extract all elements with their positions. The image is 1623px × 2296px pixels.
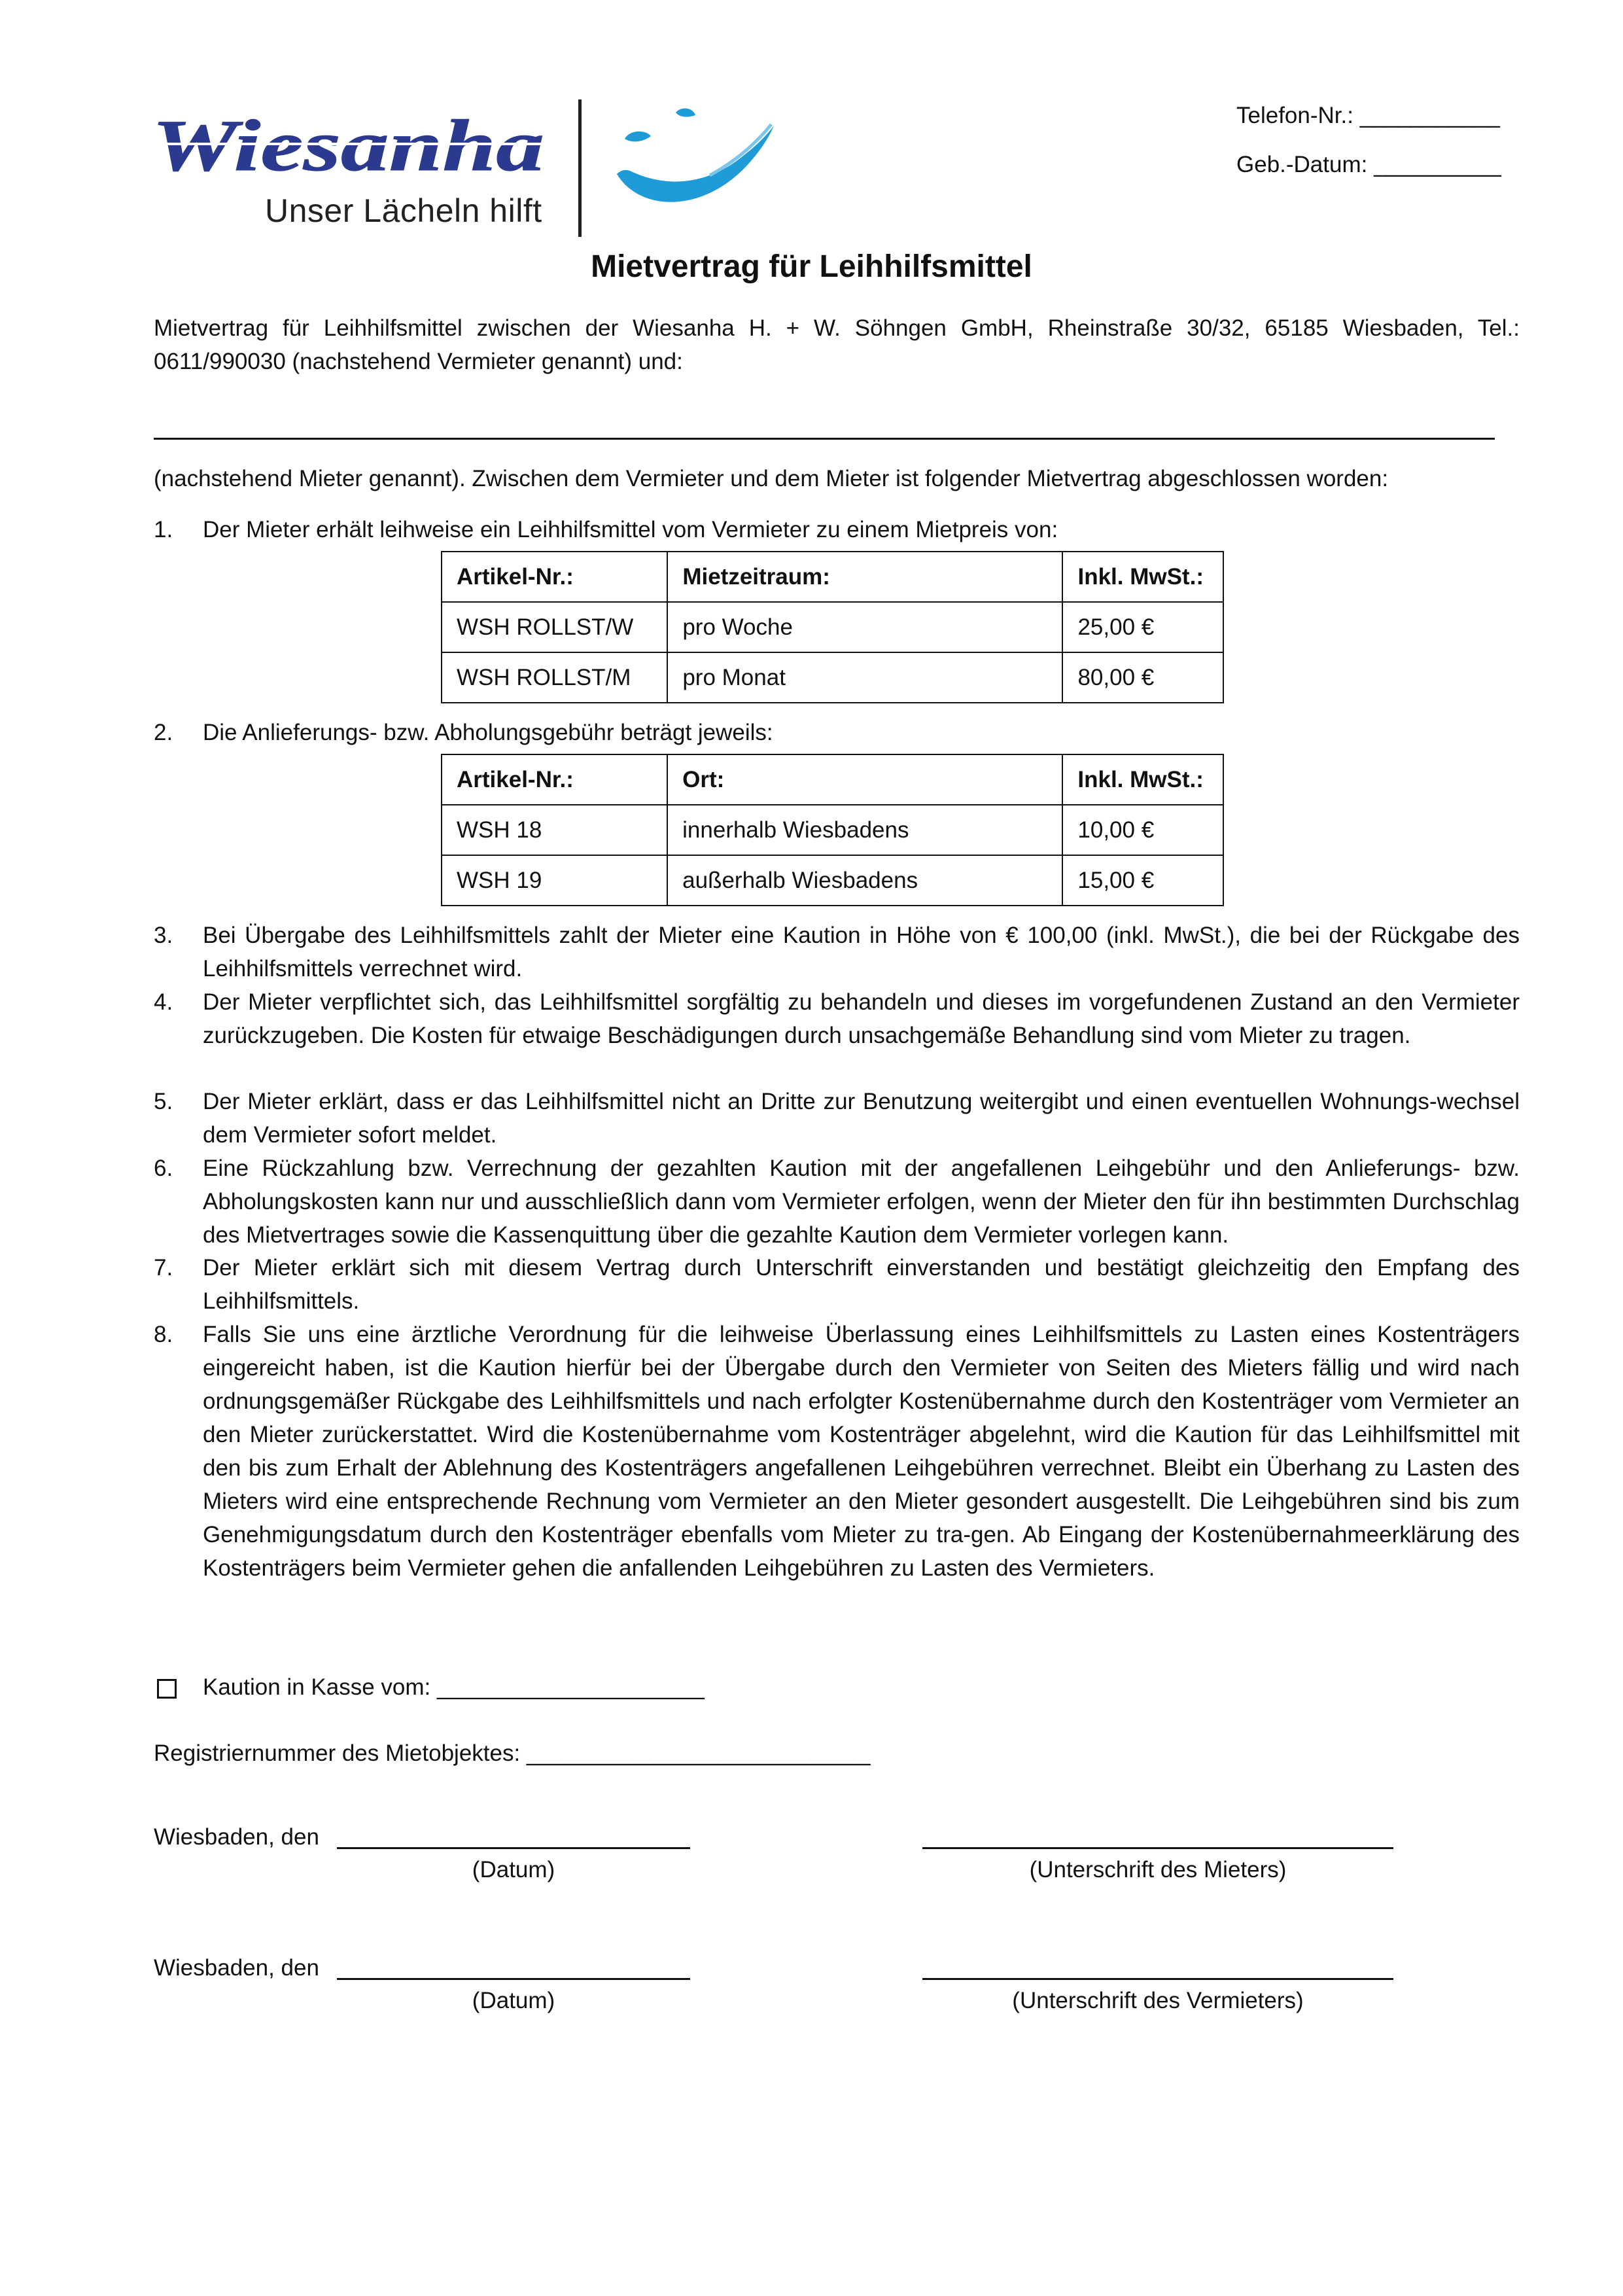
tenant-signature-caption: (Unterschrift des Mieters) — [1029, 1857, 1287, 1882]
item-text: Der Mieter verpflichtet sich, das Leihhilfsmittel sorgfältig zu behandeln und dieses im vorgefundenen Zustand an den Vermieter zurückzugeben. Die Kosten für etwaige Beschädigungen durch unsachgemäße Behandlung sind vom Mieter zu tragen. — [203, 989, 1520, 1048]
registration-number-field[interactable]: Registriernummer des Mietobjektes: ___________________________ — [154, 1740, 871, 1766]
table-cell: WSH 19 — [442, 855, 667, 906]
intro-paragraph: Mietvertrag für Leihhilfsmittel zwischen der Wiesanha H. + W. Söhngen GmbH, Rheinstraße 30/32, 65185 Wiesbaden, Tel.: 0611/990030 (nachstehend Vermieter genannt) und: — [154, 315, 1520, 374]
table-header-row — [442, 754, 1223, 805]
table-cell: innerhalb Wiesbadens — [667, 805, 1062, 855]
landlord-signature-caption: (Unterschrift des Vermieters) — [1012, 1988, 1304, 2013]
item-text: Eine Rückzahlung bzw. Verrechnung der gezahlten Kaution mit der angefallenen Leihgebühr und den Anlieferungs- bzw. Abholungskosten kann nur und ausschließlich dann vom Vermieter erfolgen, wenn der Mieter den für ihn bestimmten Durchschlag des Mietvertrages sowie die Kassenquittung über die gezahlte Kaution dem Vermieter vorlegen kann. — [203, 1156, 1520, 1248]
item-number: 8. — [154, 1322, 173, 1347]
date-line[interactable] — [337, 1847, 690, 1849]
table-header-row — [442, 552, 1223, 602]
logo-tagline: Unser Lächeln hilft — [265, 192, 542, 229]
table-cell: pro Monat — [667, 652, 1062, 703]
table-row — [442, 652, 1223, 703]
logo-divider — [578, 99, 582, 237]
table-row — [442, 805, 1223, 855]
rental-price-table — [441, 551, 1224, 703]
item-text: Bei Übergabe des Leihhilfsmittels zahlt der Mieter eine Kaution in Höhe von € 100,00 (inkl. MwSt.), die bei der Rückgabe des Leihhilfsmittels verrechnet wird. — [203, 923, 1520, 981]
tenant-name-line[interactable] — [154, 438, 1495, 440]
table-cell: 80,00 € — [1062, 652, 1223, 703]
item-number: 6. — [154, 1156, 173, 1181]
item-number: 3. — [154, 923, 173, 948]
table-cell: 25,00 € — [1062, 602, 1223, 652]
table-header-cell: Inkl. MwSt.: — [1062, 552, 1223, 602]
tenant-intro: (nachstehend Mieter genannt). Zwischen dem Vermieter und dem Mieter ist folgender Mietvertrag abgeschlossen worden: — [154, 466, 1389, 491]
table-row — [442, 855, 1223, 906]
table-cell: 15,00 € — [1062, 855, 1223, 906]
tenant-signature-line[interactable] — [922, 1847, 1393, 1849]
item-text: Der Mieter erklärt sich mit diesem Vertrag durch Unterschrift einverstanden und bestätigt gleichzeitig den Empfang des Leihhilfsmittels. — [203, 1255, 1520, 1314]
item-number: 4. — [154, 989, 173, 1015]
item-number: 5. — [154, 1089, 173, 1114]
table-cell: WSH ROLLST/W — [442, 602, 667, 652]
place-label: Wiesbaden, den — [154, 1955, 319, 1981]
table-header-cell: Artikel-Nr.: — [442, 552, 667, 602]
table-cell: 10,00 € — [1062, 805, 1223, 855]
table-cell: außerhalb Wiesbadens — [667, 855, 1062, 906]
date-caption: (Datum) — [472, 1857, 555, 1882]
table-header-cell: Inkl. MwSt.: — [1062, 754, 1223, 805]
item-text: Falls Sie uns eine ärztliche Verordnung für die leihweise Überlassung eines Leihhilfsmittels zu Lasten eines Kostenträgers eingereicht haben, ist die Kaution hierfür bei der Übergabe durch den Vermieter von Seiten des Mieters fällig und wird nach ordnungsgemäßer Rückgabe des Leihhilfsmittels und nach erfolgter Kostenübernahme durch den Kostenträger vom Vermieter an den Mieter zurückerstattet. Wird die Kostenübernahme vom Kostenträger abgelehnt, wird die Kaution für das Leihhilfsmittel mit den bis zum Erhalt der Ablehnung des Kostenträgers angefallenen Leihgebühren verrechnet. Bleibt ein Überhang zu Lasten des Mieters wird eine entsprechende Rechnung vom Vermieter an den Mieter gesondert ausgestellt. Die Leihgebühren sind bis zum Genehmigungsdatum durch den Kostenträger ebenfalls vom Mieter zu tra-gen. Ab Eingang der Kostenübernahmeerklärung des Kostenträgers beim Vermieter gehen die anfallenden Leihgebühren zu Lasten des Vermieters. — [203, 1322, 1520, 1581]
landlord-signature-line[interactable] — [922, 1978, 1393, 1980]
date-caption: (Datum) — [472, 1988, 555, 2013]
table-cell: pro Woche — [667, 602, 1062, 652]
item-text: Der Mieter erklärt, dass er das Leihhilfsmittel nicht an Dritte zur Benutzung weitergibt und einen eventuellen Wohnungs-wechsel dem Vermieter sofort meldet. — [203, 1089, 1520, 1148]
table-cell: WSH ROLLST/M — [442, 652, 667, 703]
smile-logo-icon — [612, 98, 782, 229]
deposit-label: Kaution in Kasse vom: _____________________ — [203, 1674, 705, 1700]
phone-field[interactable]: Telefon-Nr.: ___________ — [1236, 103, 1500, 128]
place-label: Wiesbaden, den — [154, 1824, 319, 1850]
page-title: Mietvertrag für Leihhilfsmittel — [591, 249, 1032, 284]
table-header-cell: Mietzeitraum: — [667, 552, 1062, 602]
logo-brand-text: Wiesanha — [152, 110, 544, 186]
table-header-cell: Ort: — [667, 754, 1062, 805]
item-number: 1. — [154, 517, 173, 542]
item-number: 7. — [154, 1255, 173, 1280]
table-row — [442, 602, 1223, 652]
table-cell: WSH 18 — [442, 805, 667, 855]
table-header-cell: Artikel-Nr.: — [442, 754, 667, 805]
item-text: Der Mieter erhält leihweise ein Leihhilfsmittel vom Vermieter zu einem Mietpreis von: — [203, 517, 1058, 542]
item-text: Die Anlieferungs- bzw. Abholungsgebühr beträgt jeweils: — [203, 720, 773, 745]
delivery-fee-table — [441, 754, 1224, 906]
date-line[interactable] — [337, 1978, 690, 1980]
item-number: 2. — [154, 720, 173, 745]
deposit-checkbox[interactable] — [157, 1679, 177, 1699]
birthdate-field[interactable]: Geb.-Datum: __________ — [1236, 152, 1501, 177]
